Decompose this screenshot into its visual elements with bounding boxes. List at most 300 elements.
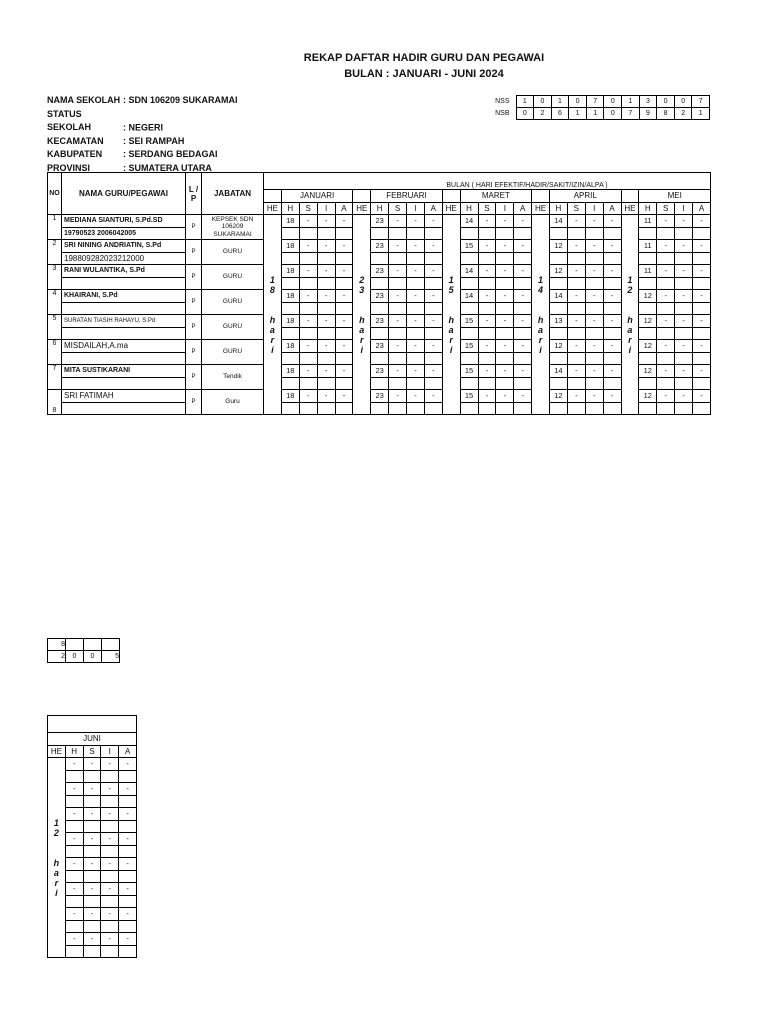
gender: P xyxy=(186,340,202,365)
blank-cell xyxy=(550,402,568,415)
june-top-row xyxy=(48,716,137,733)
row-number: 2 xyxy=(48,240,62,265)
permit-count: - xyxy=(101,933,119,946)
blank-cell xyxy=(424,352,442,365)
absent-count: - xyxy=(119,783,137,796)
permit-count: - xyxy=(675,315,693,328)
blank-cell xyxy=(496,352,514,365)
permit-count: - xyxy=(407,315,425,328)
sick-count: - xyxy=(657,265,675,278)
absent-count: - xyxy=(119,858,137,871)
present-count-jan: 18 xyxy=(281,340,299,353)
permit-count: - xyxy=(101,758,119,771)
effective-days-char xyxy=(443,305,460,315)
sick-count: - xyxy=(567,265,585,278)
district-value: : SEI RAMPAH xyxy=(123,135,185,146)
employee-name: RANI WULANTIKA, S.Pd xyxy=(62,265,186,278)
subcol-h: H xyxy=(460,202,478,215)
permit-count: - xyxy=(585,290,603,303)
table-row xyxy=(48,265,711,278)
present-count-apr: 14 xyxy=(550,290,568,303)
province-label: PROVINSI xyxy=(47,162,91,173)
summary-cell xyxy=(102,639,120,651)
blank-cell xyxy=(460,402,478,415)
blank-cell xyxy=(335,402,353,415)
table-row xyxy=(48,365,711,378)
employee-nip xyxy=(62,377,186,390)
effective-days-char: a xyxy=(269,324,275,335)
employee-nip: 198809282023212000 xyxy=(62,252,186,265)
subcol-a: A xyxy=(424,202,442,215)
blank-cell xyxy=(603,277,621,290)
blank-cell xyxy=(65,845,83,858)
absent-count: - xyxy=(424,240,442,253)
present-count-mei: 11 xyxy=(639,240,657,253)
subcol-h: H xyxy=(639,202,657,215)
blank-cell xyxy=(299,302,317,315)
present-count: - xyxy=(65,858,83,871)
blank-cell xyxy=(657,302,675,315)
absent-count: - xyxy=(693,365,711,378)
absent-count: - xyxy=(603,340,621,353)
permit-count: - xyxy=(407,365,425,378)
gender: P xyxy=(186,290,202,315)
district-label: KECAMATAN xyxy=(47,135,104,146)
blank-cell xyxy=(550,277,568,290)
present-count-mei: 12 xyxy=(639,365,657,378)
absent-count: - xyxy=(603,290,621,303)
effective-days-char xyxy=(622,305,639,315)
sick-count: - xyxy=(478,290,496,303)
present-count-mei: 12 xyxy=(639,390,657,403)
blank-cell xyxy=(567,377,585,390)
summary-count: 8 xyxy=(48,639,66,651)
effective-days-char: 2 xyxy=(53,827,59,838)
blank-cell xyxy=(65,920,83,933)
blank-cell xyxy=(603,327,621,340)
blank-cell xyxy=(371,327,389,340)
table-row xyxy=(48,315,711,328)
sick-count: - xyxy=(478,365,496,378)
regency-label: KABUPATEN xyxy=(47,149,103,159)
blank-cell xyxy=(585,227,603,240)
blank-cell xyxy=(389,402,407,415)
table-row-sub xyxy=(48,302,711,315)
blank-cell xyxy=(299,327,317,340)
subcol-s: S xyxy=(567,202,585,215)
sick-count: - xyxy=(83,808,101,821)
gender: P xyxy=(186,215,202,240)
blank-cell xyxy=(657,327,675,340)
blank-cell xyxy=(550,377,568,390)
sick-count: - xyxy=(83,783,101,796)
row-number: 4 xyxy=(48,290,62,315)
col-lp: L / P xyxy=(186,173,202,215)
blank-cell xyxy=(281,277,299,290)
blank-cell xyxy=(371,227,389,240)
present-count-mei: 11 xyxy=(639,215,657,228)
col-name: NAMA GURU/PEGAWAI xyxy=(62,173,186,215)
absent-count: - xyxy=(335,290,353,303)
province-value: : SUMATERA UTARA xyxy=(123,162,212,173)
blank-cell xyxy=(657,252,675,265)
sick-count: - xyxy=(657,315,675,328)
permit-count: - xyxy=(317,315,335,328)
sick-count: - xyxy=(389,365,407,378)
effective-days-char: h xyxy=(269,314,276,325)
col-month-group: BULAN ( HARI EFEKTIF/HADIR/SAKIT/IZIN/ALPA ) xyxy=(264,173,711,190)
permit-count: - xyxy=(675,215,693,228)
nss-digit: 1 xyxy=(516,96,534,108)
absent-count: - xyxy=(514,390,532,403)
blank-cell xyxy=(335,377,353,390)
blank-cell xyxy=(693,327,711,340)
row-number: 6 xyxy=(48,340,62,365)
subcol-a: A xyxy=(335,202,353,215)
effective-days-char xyxy=(48,838,65,848)
position: GURU xyxy=(202,290,264,315)
effective-days-char: a xyxy=(538,324,544,335)
blank-cell xyxy=(83,920,101,933)
blank-cell xyxy=(496,252,514,265)
effective-days-mar xyxy=(442,215,460,415)
blank-cell xyxy=(567,402,585,415)
sick-count: - xyxy=(478,240,496,253)
blank-cell xyxy=(550,227,568,240)
effective-days-char: h xyxy=(627,314,633,325)
permit-count: - xyxy=(675,340,693,353)
blank-cell xyxy=(585,302,603,315)
present-count-jan: 18 xyxy=(281,390,299,403)
blank-cell xyxy=(639,252,657,265)
blank-cell xyxy=(657,377,675,390)
effective-days-char: 1 xyxy=(448,274,454,285)
subcol-h: H xyxy=(65,745,83,758)
blank-cell xyxy=(119,820,137,833)
summary-digit: 0 xyxy=(84,651,102,663)
blank-cell xyxy=(371,352,389,365)
absent-count: - xyxy=(424,315,442,328)
blank-cell xyxy=(603,402,621,415)
effective-days-char: a xyxy=(448,324,454,335)
present-count-jan: 18 xyxy=(281,290,299,303)
blank-cell xyxy=(299,252,317,265)
blank-cell xyxy=(514,327,532,340)
present-count-feb: 23 xyxy=(371,240,389,253)
blank-cell xyxy=(83,895,101,908)
blank-cell xyxy=(65,770,83,783)
absent-count: - xyxy=(424,340,442,353)
blank-cell xyxy=(299,402,317,415)
blank-cell xyxy=(460,352,478,365)
blank-cell xyxy=(478,352,496,365)
blank-cell xyxy=(603,227,621,240)
subcol-i: I xyxy=(317,202,335,215)
school-info xyxy=(47,94,238,175)
subcol-i: I xyxy=(407,202,425,215)
permit-count: - xyxy=(585,240,603,253)
effective-days-char xyxy=(264,305,281,315)
sick-count: - xyxy=(657,365,675,378)
sick-count: - xyxy=(478,265,496,278)
subcol-a: A xyxy=(119,745,137,758)
blank-cell xyxy=(514,252,532,265)
permit-count: - xyxy=(496,315,514,328)
sick-count: - xyxy=(657,340,675,353)
employee-name: SURATAN TIASIH RAHAYU, S.Pd xyxy=(62,315,186,328)
absent-count: - xyxy=(693,340,711,353)
absent-count: - xyxy=(119,933,137,946)
blank-cell xyxy=(317,402,335,415)
nss-label: NSS xyxy=(495,98,510,105)
summary-cell xyxy=(66,639,84,651)
effective-days-char: r xyxy=(360,334,364,345)
blank-cell xyxy=(371,252,389,265)
effective-days-char: a xyxy=(627,324,633,335)
present-count-jan: 18 xyxy=(281,240,299,253)
subcol-s: S xyxy=(389,202,407,215)
effective-days-char xyxy=(532,295,549,305)
sick-count: - xyxy=(567,240,585,253)
present-count-feb: 23 xyxy=(371,265,389,278)
absent-count: - xyxy=(693,240,711,253)
permit-count: - xyxy=(585,265,603,278)
blank-cell xyxy=(478,402,496,415)
position: Guru xyxy=(202,390,264,415)
effective-days-char: r xyxy=(270,334,275,345)
blank-cell xyxy=(657,227,675,240)
employee-nip xyxy=(62,352,186,365)
summary-digit: 0 xyxy=(66,651,84,663)
blank-cell xyxy=(478,327,496,340)
blank-cell xyxy=(514,402,532,415)
blank-cell xyxy=(299,227,317,240)
subcol-he: HE xyxy=(353,202,371,215)
blank-cell xyxy=(299,277,317,290)
header-row xyxy=(48,173,711,190)
blank-cell xyxy=(496,327,514,340)
present-count-apr: 12 xyxy=(550,265,568,278)
school-status-label: STATUS SEKOLAH xyxy=(47,108,92,132)
blank-cell xyxy=(119,870,137,883)
blank-cell xyxy=(424,252,442,265)
nsb-digit: 0 xyxy=(604,108,622,120)
nsb-digit: 6 xyxy=(551,108,569,120)
absent-count: - xyxy=(424,390,442,403)
blank-cell xyxy=(281,252,299,265)
blank-cell xyxy=(371,402,389,415)
blank-cell xyxy=(407,402,425,415)
blank-cell xyxy=(83,870,101,883)
regency-value: : SERDANG BEDAGAI xyxy=(123,149,218,159)
sick-count: - xyxy=(83,908,101,921)
summary-digit: 2 xyxy=(48,651,66,663)
blank-cell xyxy=(675,227,693,240)
sick-count: - xyxy=(657,215,675,228)
absent-count: - xyxy=(693,390,711,403)
blank-cell xyxy=(693,377,711,390)
sick-count: - xyxy=(657,390,675,403)
blank-cell xyxy=(514,227,532,240)
blank-cell xyxy=(603,302,621,315)
nss-digit: 3 xyxy=(639,96,657,108)
blank-cell xyxy=(65,795,83,808)
blank-cell xyxy=(101,920,119,933)
blank-cell xyxy=(693,227,711,240)
employee-nip xyxy=(62,302,186,315)
blank-cell xyxy=(335,302,353,315)
gender: P xyxy=(186,390,202,415)
present-count-feb: 23 xyxy=(371,315,389,328)
subcol-he: HE xyxy=(621,202,639,215)
summary-digit: 5 xyxy=(102,651,120,663)
sick-count: - xyxy=(389,290,407,303)
permit-count: - xyxy=(101,858,119,871)
employee-name: MITA SUSTIKARANI xyxy=(62,365,186,378)
blank-cell xyxy=(281,352,299,365)
blank-cell xyxy=(281,327,299,340)
permit-count: - xyxy=(675,290,693,303)
blank-cell xyxy=(478,252,496,265)
nss-digit: 1 xyxy=(622,96,640,108)
present-count-apr: 14 xyxy=(550,215,568,228)
blank-cell xyxy=(639,377,657,390)
permit-count: - xyxy=(317,265,335,278)
nsb-digit: 7 xyxy=(622,108,640,120)
nsb-digit: 2 xyxy=(674,108,692,120)
permit-count: - xyxy=(407,390,425,403)
blank-cell xyxy=(460,302,478,315)
blank-cell xyxy=(101,870,119,883)
absent-count: - xyxy=(119,883,137,896)
blank-cell xyxy=(101,820,119,833)
permit-count: - xyxy=(101,783,119,796)
blank-cell xyxy=(389,227,407,240)
blank-cell xyxy=(407,277,425,290)
nsb-digit: 8 xyxy=(657,108,675,120)
blank-cell xyxy=(335,327,353,340)
month-maret: MARET xyxy=(460,190,532,203)
present-count-feb: 23 xyxy=(371,290,389,303)
report-title: REKAP DAFTAR HADIR GURU DAN PEGAWAI xyxy=(303,52,545,64)
sick-count: - xyxy=(299,390,317,403)
blank-cell xyxy=(603,377,621,390)
absent-count: - xyxy=(335,340,353,353)
position: Tendik xyxy=(202,365,264,390)
nsb-digit: 0 xyxy=(516,108,534,120)
absent-count: - xyxy=(424,290,442,303)
sick-count: - xyxy=(478,215,496,228)
effective-days-char xyxy=(353,305,370,315)
subcol-he: HE xyxy=(532,202,550,215)
subcol-s: S xyxy=(478,202,496,215)
employee-name: MISDAILAH,A.ma xyxy=(62,340,186,353)
blank-cell xyxy=(281,227,299,240)
blank-cell xyxy=(496,402,514,415)
blank-cell xyxy=(675,327,693,340)
permit-count: - xyxy=(407,340,425,353)
sick-count: - xyxy=(83,833,101,846)
sick-count: - xyxy=(567,340,585,353)
june-top-cell xyxy=(48,716,137,733)
effective-days-char: 2 xyxy=(627,284,633,295)
absent-count: - xyxy=(119,908,137,921)
blank-cell xyxy=(693,302,711,315)
blank-cell xyxy=(424,327,442,340)
absent-count: - xyxy=(335,240,353,253)
blank-cell xyxy=(639,327,657,340)
permit-count: - xyxy=(317,390,335,403)
nss-row xyxy=(470,96,710,108)
blank-cell xyxy=(567,252,585,265)
employee-nip xyxy=(62,327,186,340)
blank-cell xyxy=(65,870,83,883)
effective-days-char xyxy=(622,295,639,305)
table-row-sub xyxy=(48,402,711,415)
effective-days-char: 2 xyxy=(359,274,365,285)
present-count-mar: 14 xyxy=(460,265,478,278)
month-januari: JANUARI xyxy=(281,190,353,203)
blank-cell xyxy=(675,352,693,365)
permit-count: - xyxy=(675,265,693,278)
subcol-a: A xyxy=(514,202,532,215)
month-april: APRIL xyxy=(550,190,622,203)
nsb-digit: 1 xyxy=(586,108,604,120)
subcol-h: H xyxy=(550,202,568,215)
blank-cell xyxy=(550,352,568,365)
absent-count: - xyxy=(514,315,532,328)
school-status-value: : NEGERI xyxy=(123,122,164,132)
sick-count: - xyxy=(567,365,585,378)
table-row xyxy=(48,290,711,303)
blank-cell xyxy=(317,302,335,315)
june-row xyxy=(48,758,137,771)
blank-cell xyxy=(83,945,101,958)
sick-count: - xyxy=(83,758,101,771)
permit-count: - xyxy=(407,290,425,303)
blank-cell xyxy=(514,277,532,290)
blank-cell xyxy=(478,302,496,315)
effective-days-char xyxy=(353,295,370,305)
blank-cell xyxy=(424,227,442,240)
row-number: 5 xyxy=(48,315,62,340)
subcol-i: I xyxy=(585,202,603,215)
effective-days-char: a xyxy=(53,867,59,878)
present-count: - xyxy=(65,808,83,821)
blank-cell xyxy=(371,377,389,390)
present-count-mar: 15 xyxy=(460,365,478,378)
blank-cell xyxy=(389,377,407,390)
blank-cell xyxy=(389,277,407,290)
present-count: - xyxy=(65,933,83,946)
sick-count: - xyxy=(299,215,317,228)
absent-count: - xyxy=(603,215,621,228)
table-row xyxy=(48,240,711,253)
effective-days-jun xyxy=(48,758,66,958)
nss-digit: 0 xyxy=(534,96,552,108)
permit-count: - xyxy=(585,215,603,228)
blank-cell xyxy=(514,377,532,390)
subcol-h: H xyxy=(281,202,299,215)
absent-count: - xyxy=(119,833,137,846)
blank-cell xyxy=(585,277,603,290)
permit-count: - xyxy=(317,340,335,353)
blank-cell xyxy=(639,227,657,240)
permit-count: - xyxy=(407,240,425,253)
month-empty-cell xyxy=(621,190,639,203)
subcol-s: S xyxy=(299,202,317,215)
present-count-jan: 18 xyxy=(281,365,299,378)
